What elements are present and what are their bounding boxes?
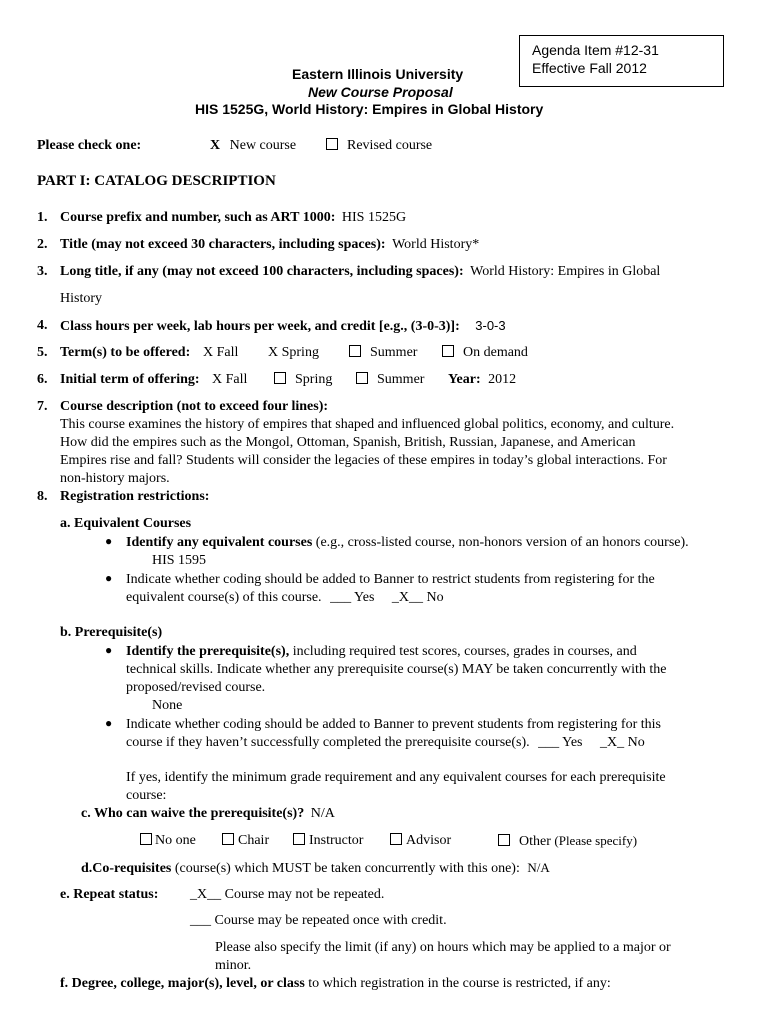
prerequisite-yes[interactable]: ___ Yes (538, 735, 583, 750)
item-number: 4. (37, 318, 48, 333)
item-course-prefix (60, 209, 406, 226)
item-question: Title (may not exceed 30 characters, including spaces): (60, 237, 386, 252)
option-label: On demand (463, 345, 528, 360)
equivalent-no[interactable]: _X__ No (391, 590, 444, 605)
option-label: Summer (370, 345, 418, 360)
item-question: Course prefix and number, such as ART 1000: (60, 210, 336, 225)
year-label: Year: (448, 372, 481, 387)
description-line: Empires rise and fall? Students will consider the legacies of these empires in today’s global interactions. For (60, 453, 667, 468)
checkbox[interactable] (356, 372, 368, 384)
item-question: Registration restrictions: (60, 489, 210, 504)
prerequisite-answer: None (152, 698, 183, 713)
item-question: Course description (not to exceed four lines): (60, 399, 329, 414)
effective-term: Effective Fall 2012 (532, 60, 647, 76)
item-answer: 3-0-3 (475, 318, 506, 333)
item-answer: HIS 1525G (341, 210, 407, 225)
item-class-hours (60, 317, 506, 335)
item-answer-continued: History (60, 291, 102, 306)
item-number: 7. (37, 399, 48, 414)
agenda-box (519, 35, 724, 87)
initial-spring-option[interactable] (274, 371, 332, 388)
prerequisite-identify (126, 643, 637, 660)
prerequisite-coding-line: Indicate whether coding should be added to Banner to prevent students from registering for this (126, 717, 661, 732)
option-label: Instructor (309, 833, 364, 848)
description-line: How did the empires such as the Mongol, Ottoman, Spanish, British, Russian, Japanese, and American (60, 435, 636, 450)
initial-fall-option[interactable]: X Fall (212, 372, 248, 387)
initial-year (448, 371, 516, 388)
year-value: 2012 (488, 372, 517, 387)
checkbox[interactable] (498, 834, 510, 846)
waive-noone-option[interactable] (140, 832, 196, 849)
prerequisite-line: proposed/revised course. (126, 680, 266, 695)
description-line: This course examines the history of empires that shaped and influenced global politics, economy, and culture. (60, 417, 675, 432)
item-number: 2. (37, 237, 48, 252)
term-spring-option[interactable]: X Spring (268, 345, 319, 360)
new-course-mark: X (210, 138, 221, 153)
item-question: Class hours per week, lab hours per week, and credit [e.g., (3-0-3)]: (60, 319, 460, 334)
agenda-item: Agenda Item #12-31 (532, 42, 659, 58)
item-number: 5. (37, 345, 48, 360)
waive-other-option[interactable] (498, 832, 637, 850)
item-question: Term(s) to be offered: (60, 345, 191, 360)
item-question: Initial term of offering: (60, 372, 200, 387)
equivalent-coding-line2 (126, 589, 444, 606)
degree-label: f. Degree, college, major(s), level, or class (60, 976, 305, 991)
equivalent-coding-line: Indicate whether coding should be added to Banner to restrict students from registering for the (126, 572, 655, 587)
item-number: 3. (37, 264, 48, 279)
lead-rest: (e.g., cross-listed course, non-honors version of an honors course). (312, 535, 689, 550)
option-label: Summer (377, 372, 425, 387)
waive-question (81, 805, 335, 822)
option-label: Other (519, 834, 551, 849)
option-label: Advisor (406, 833, 452, 848)
checkbox[interactable] (140, 833, 152, 845)
prerequisite-no[interactable]: _X_ No (600, 735, 645, 750)
term-ondemand-option[interactable] (442, 344, 528, 361)
description-line: non-history majors. (60, 471, 170, 486)
revised-course-checkbox[interactable] (326, 138, 338, 150)
term-fall-option[interactable]: X Fall (203, 345, 239, 360)
term-summer-option[interactable] (349, 344, 417, 361)
course-title: HIS 1525G, World History: Empires in Global History (195, 101, 544, 117)
repeat-once-option[interactable]: ___ Course may be repeated once with credit. (190, 913, 447, 928)
prerequisite-line: technical skills. Indicate whether any prerequisite course(s) MAY be taken concurrently with the (126, 662, 667, 677)
waive-instructor-option[interactable] (293, 832, 363, 849)
coding-text: course if they haven’t successfully completed the prerequisite course(s). (126, 735, 530, 750)
university-name: Eastern Illinois University (292, 66, 464, 82)
item-number: 8. (37, 489, 48, 504)
revised-course-option[interactable] (326, 137, 432, 154)
waive-answer: N/A (310, 806, 335, 821)
equivalent-heading: a. Equivalent Courses (60, 516, 192, 531)
equivalent-answer: HIS 1595 (152, 553, 207, 568)
repeat-heading: e. Repeat status: (60, 887, 159, 902)
coreq-label: d.Co-requisites (81, 861, 172, 876)
prerequisite-heading: b. Prerequisite(s) (60, 625, 163, 640)
repeat-note: Please also specify the limit (if any) on hours which may be applied to a major or (215, 940, 671, 955)
coding-text: equivalent course(s) of this course. (126, 590, 322, 605)
checkbox[interactable] (222, 833, 234, 845)
item-title (60, 236, 479, 253)
item-question: Long title, if any (may not exceed 100 characters, including spaces): (60, 264, 464, 279)
bold-lead: Identify the prerequisite(s), (126, 644, 290, 659)
bullet-icon: ● (105, 571, 113, 585)
bold-lead: Identify any equivalent courses (126, 535, 313, 550)
waive-advisor-option[interactable] (390, 832, 451, 849)
prerequisite-ifyes: If yes, identify the minimum grade requirement and any equivalent courses for each prerequisite (126, 770, 666, 785)
checkbox[interactable] (349, 345, 361, 357)
item-answer: World History* (392, 237, 480, 252)
option-label: No one (155, 833, 196, 848)
bullet-icon: ● (105, 534, 113, 548)
option-label: Spring (295, 372, 333, 387)
check-one-label: Please check one: (37, 138, 142, 153)
checkbox[interactable] (274, 372, 286, 384)
item-number: 6. (37, 372, 48, 387)
waive-label: c. Who can waive the prerequisite(s)? (81, 806, 305, 821)
proposal-title: New Course Proposal (308, 84, 453, 100)
corequisites-line (81, 859, 550, 877)
coreq-rest: (course(s) which MUST be taken concurrently with this one): (171, 861, 520, 876)
lead-rest: including required test scores, courses, grades in courses, and (289, 644, 637, 659)
degree-rest: to which registration in the course is restricted, if any: (304, 976, 611, 991)
option-label: Chair (238, 833, 270, 848)
prerequisite-coding-line2 (126, 734, 645, 751)
repeat-note2: minor. (215, 958, 252, 973)
item-answer: World History: Empires in Global (470, 264, 661, 279)
waive-chair-option[interactable] (222, 832, 269, 849)
item-number: 1. (37, 210, 48, 225)
equivalent-identify (126, 534, 689, 551)
revised-course-label: Revised course (347, 138, 433, 153)
equivalent-yes[interactable]: ___ Yes (330, 590, 375, 605)
degree-restriction-line (60, 975, 611, 992)
prerequisite-ifyes2: course: (126, 788, 167, 803)
part1-heading: PART I: CATALOG DESCRIPTION (37, 173, 276, 189)
item-long-title (60, 263, 660, 280)
checkbox[interactable] (390, 833, 402, 845)
checkbox[interactable] (293, 833, 305, 845)
repeat-not-option[interactable]: _X__ Course may not be repeated. (190, 887, 385, 902)
new-course-label: New course (229, 138, 297, 153)
coreq-answer: N/A (527, 860, 550, 875)
option-note: (Please specify) (554, 833, 638, 848)
bullet-icon: ● (105, 643, 113, 657)
bullet-icon: ● (105, 716, 113, 730)
checkbox[interactable] (442, 345, 454, 357)
initial-summer-option[interactable] (356, 371, 424, 388)
new-course-option[interactable] (210, 137, 296, 154)
